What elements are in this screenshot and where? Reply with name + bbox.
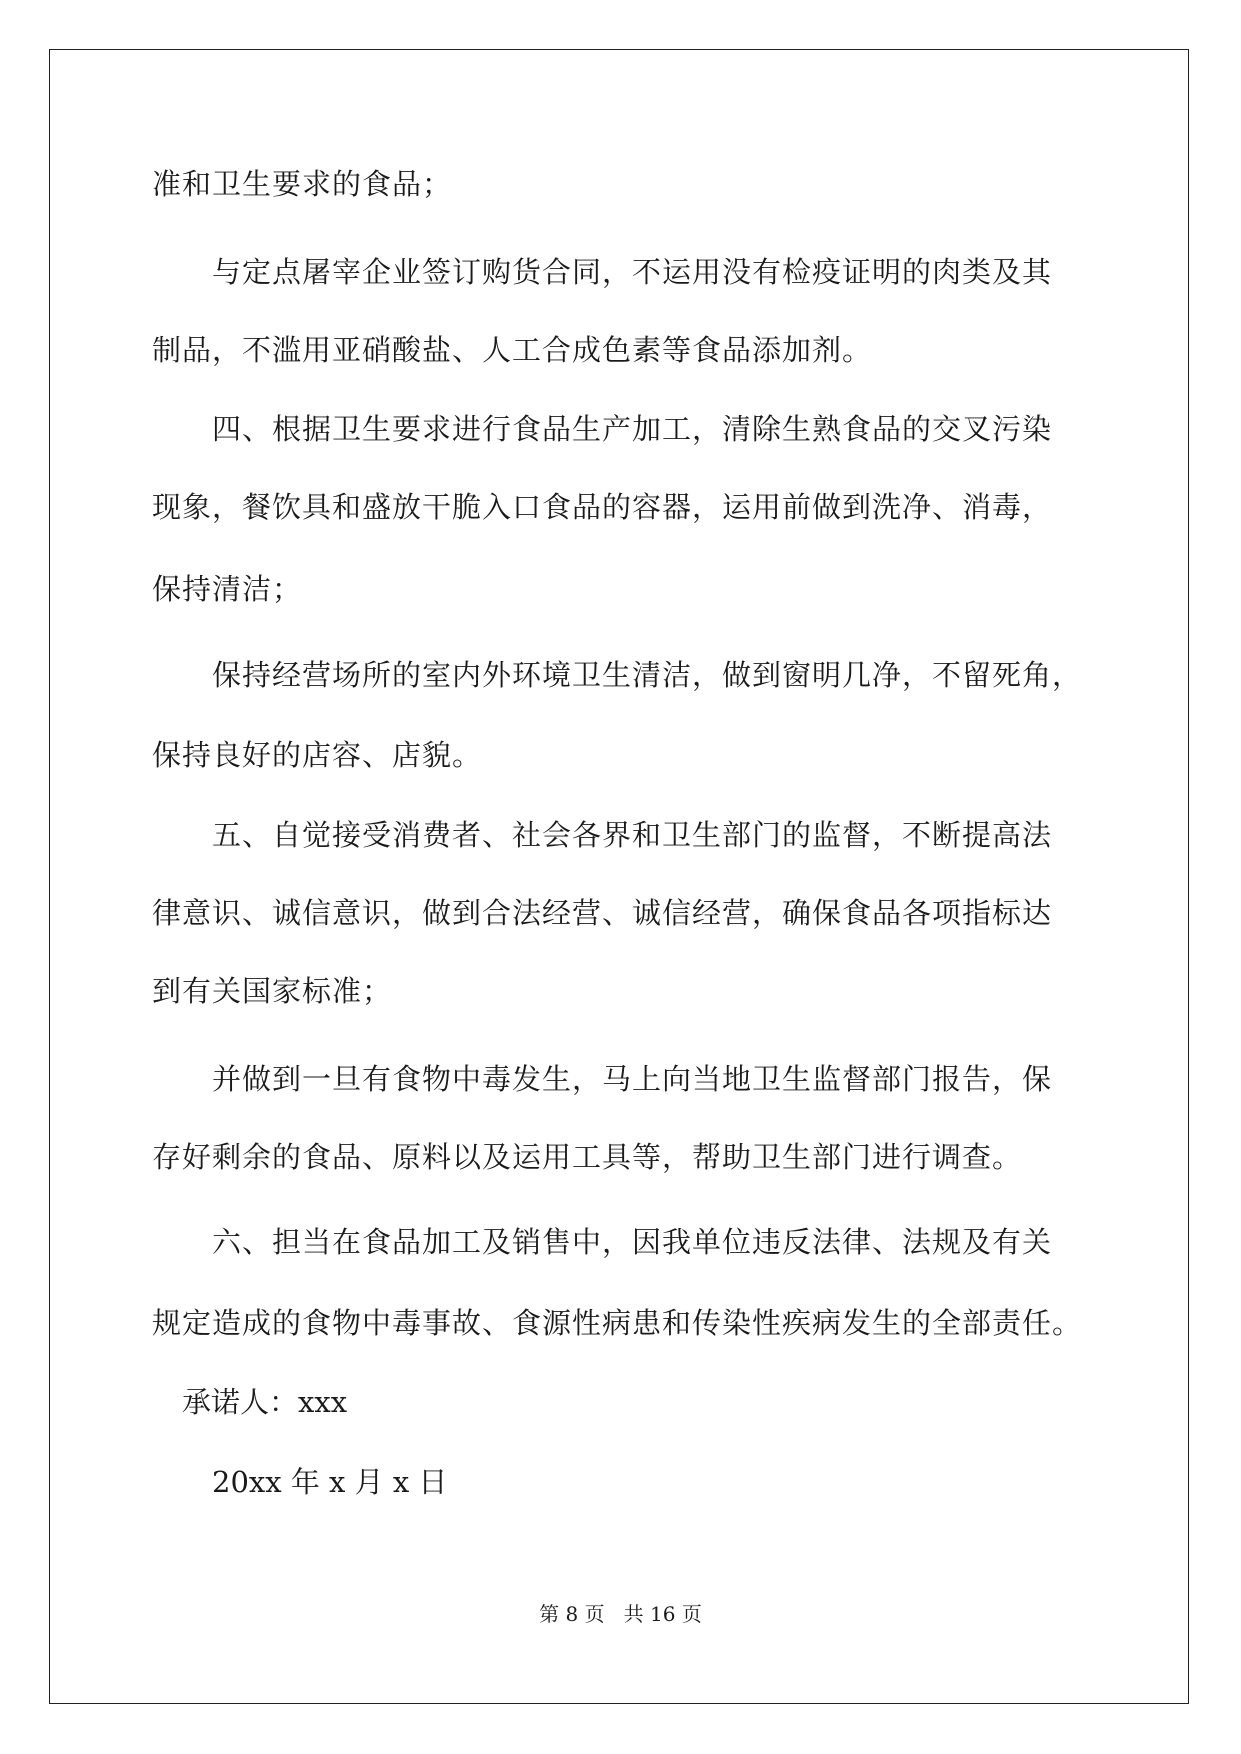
- body-line: 制品，不滥用亚硝酸盐、人工合成色素等食品添加剂。: [152, 333, 873, 367]
- body-line: 现象，餐饮具和盛放干脆入口食品的容器，运用前做到洗净、消毒，: [152, 490, 1053, 524]
- body-line: 五、自觉接受消费者、社会各界和卫生部门的监督，不断提高法: [212, 818, 1053, 852]
- body-line: 准和卫生要求的食品；: [152, 167, 453, 201]
- body-line: 规定造成的食物中毒事故、食源性病患和传染性疾病发生的全部责任。: [152, 1306, 1083, 1340]
- page-number-footer: 第 8 页 共 16 页: [539, 1602, 702, 1626]
- body-line: 存好剩余的食品、原料以及运用工具等，帮助卫生部门进行调查。: [152, 1140, 1023, 1174]
- body-line: 到有关国家标准；: [152, 974, 393, 1008]
- body-line: 保持清洁；: [152, 572, 303, 606]
- body-line: 保持良好的店容、店貌。: [152, 738, 483, 772]
- body-line: 四、根据卫生要求进行食品生产加工，清除生熟食品的交叉污染: [212, 412, 1053, 446]
- page-border: [49, 49, 1189, 1704]
- body-line: 律意识、诚信意识，做到合法经营、诚信经营，确保食品各项指标达: [152, 896, 1053, 930]
- body-line: 与定点屠宰企业签订购货合同，不运用没有检疫证明的肉类及其: [212, 255, 1053, 289]
- signer-line: 承诺人：xxx: [182, 1385, 348, 1419]
- body-line: 并做到一旦有食物中毒发生，马上向当地卫生监督部门报告，保: [212, 1062, 1053, 1096]
- body-line: 保持经营场所的室内外环境卫生清洁，做到窗明几净，不留死角，: [212, 658, 1083, 692]
- date-line: 20xx 年 x 月 x 日: [212, 1465, 448, 1499]
- body-line: 六、担当在食品加工及销售中，因我单位违反法律、法规及有关: [212, 1225, 1053, 1259]
